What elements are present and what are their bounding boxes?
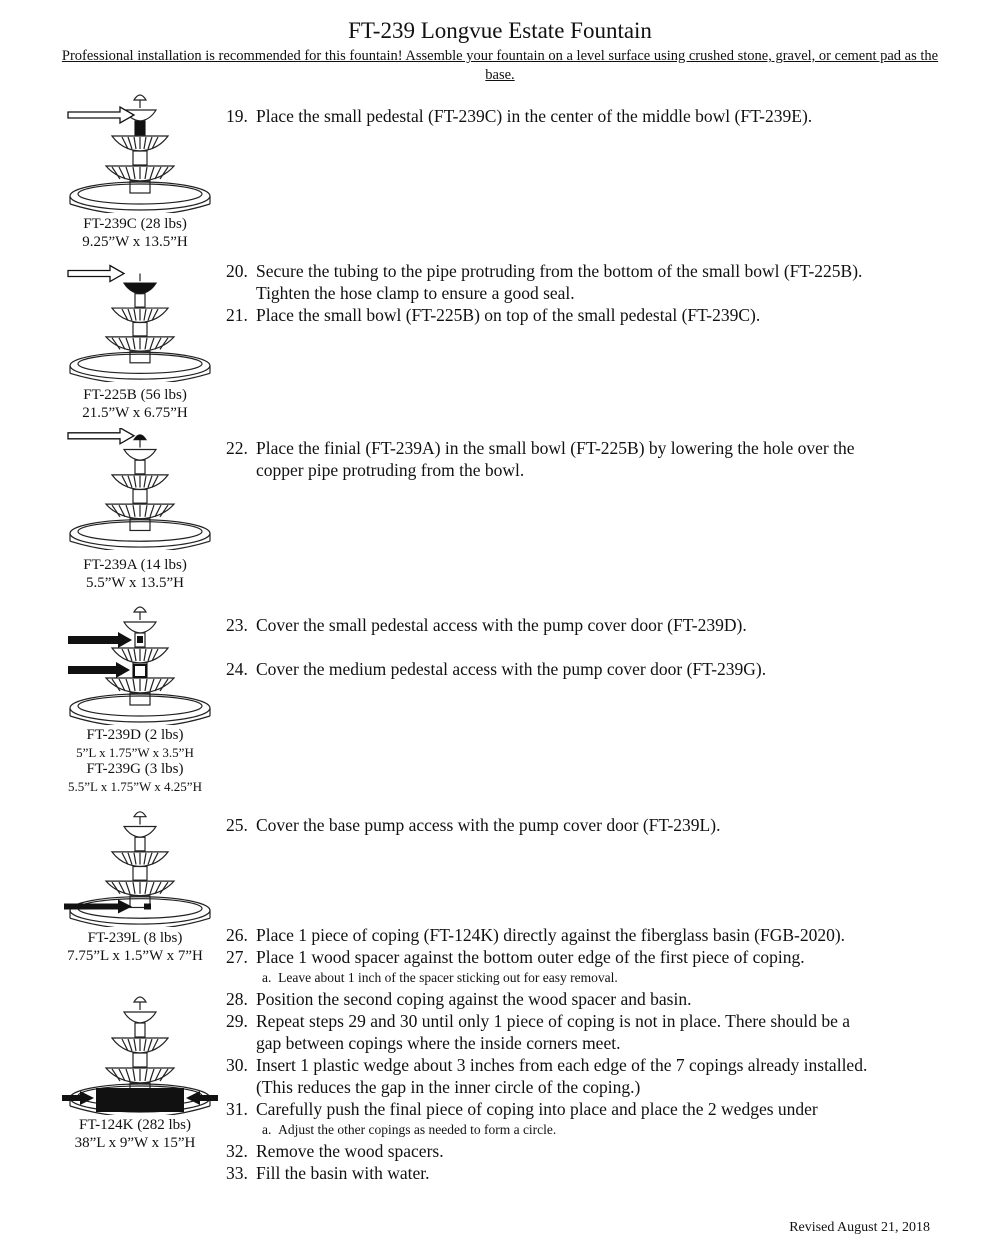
- figure-ft-239c: [60, 88, 220, 258]
- step-20: [226, 260, 946, 304]
- figure-ft-239d-ft-239g: [60, 600, 220, 800]
- step-text-continued: Tighten the hose clamp to ensure a good seal.: [256, 283, 575, 303]
- step-number: 25.: [226, 815, 248, 835]
- part-label: FT-124K (282 lbs): [79, 1117, 191, 1133]
- step-text: Carefully push the final piece of coping into place and place the 2 wedges under: [256, 1099, 818, 1119]
- step-text: Place the small pedestal (FT-239C) in the center of the middle bowl (FT-239E).: [256, 106, 813, 126]
- step-number: 29.: [226, 1011, 248, 1031]
- step-number: 23.: [226, 615, 248, 635]
- figure-ft-225b: [60, 262, 220, 422]
- step-number: 33.: [226, 1163, 248, 1183]
- step-text: Position the second coping against the wood spacer and basin.: [256, 989, 692, 1009]
- step-text: Remove the wood spacers.: [256, 1141, 444, 1161]
- fountain-arrow-cover-doors-icon: [60, 600, 220, 725]
- step-26: [226, 924, 946, 946]
- step-27a: [262, 969, 618, 987]
- step-28: [226, 988, 946, 1010]
- step-number: 21.: [226, 305, 248, 325]
- step-text: Cover the base pump access with the pump cover door (FT-239L).: [256, 815, 721, 835]
- part-label: FT-239D (2 lbs): [86, 727, 184, 743]
- step-number: 28.: [226, 989, 248, 1009]
- revision-date: Revised August 21, 2018: [789, 1220, 930, 1235]
- figure-ft-239a: [60, 428, 220, 593]
- part-label: FT-239G (3 lbs): [86, 761, 184, 777]
- step-23: [226, 614, 946, 636]
- substep-letter: a.: [262, 1122, 272, 1137]
- part-dimensions: 5.5”L x 1.75”W x 4.25”H: [68, 779, 202, 794]
- substep-text: Leave about 1 inch of the spacer sticking out for easy removal.: [278, 970, 618, 985]
- step-text: Place the finial (FT-239A) in the small bowl (FT-225B) by lowering the hole over the: [256, 438, 855, 458]
- fountain-arrow-coping-icon: [60, 990, 220, 1115]
- part-label: FT-239L (8 lbs): [87, 930, 183, 946]
- step-text: Place the small bowl (FT-225B) on top of the small pedestal (FT-239C).: [256, 305, 761, 325]
- part-dimensions: 9.25”W x 13.5”H: [82, 234, 188, 250]
- step-text-continued: gap between copings where the inside corners meet.: [256, 1033, 621, 1053]
- step-number: 30.: [226, 1055, 248, 1075]
- fountain-arrow-small-bowl-icon: [60, 262, 220, 382]
- step-number: 19.: [226, 106, 248, 126]
- step-text: Cover the medium pedestal access with the pump cover door (FT-239G).: [256, 659, 767, 679]
- step-text: Repeat steps 29 and 30 until only 1 piece of coping is not in place. There should be a: [256, 1011, 851, 1031]
- step-number: 20.: [226, 261, 248, 281]
- step-number: 22.: [226, 438, 248, 458]
- part-dimensions: 7.75”L x 1.5”W x 7”H: [67, 948, 203, 964]
- fountain-arrow-small-pedestal-icon: [60, 88, 220, 213]
- figure-ft-124k: [60, 990, 220, 1155]
- part-dimensions: 5.5”W x 13.5”H: [85, 575, 185, 591]
- step-number: 32.: [226, 1141, 248, 1161]
- substep-letter: a.: [262, 970, 272, 985]
- step-text: Fill the basin with water.: [256, 1163, 430, 1183]
- step-21: [226, 304, 946, 326]
- part-dimensions: 21.5”W x 6.75”H: [82, 405, 188, 421]
- step-31a: [262, 1121, 556, 1139]
- step-number: 31.: [226, 1099, 248, 1119]
- step-22: [226, 437, 946, 481]
- substep-text: Adjust the other copings as needed to form a circle.: [278, 1122, 557, 1137]
- step-number: 27.: [226, 947, 248, 967]
- part-dimensions: 5”L x 1.75”W x 3.5”H: [76, 745, 194, 760]
- part-dimensions: 38”L x 9”W x 15”H: [74, 1135, 196, 1151]
- step-31: [226, 1098, 946, 1120]
- step-33: [226, 1162, 946, 1184]
- step-text: Secure the tubing to the pipe protruding from the bottom of the small bowl (FT-225B).: [256, 261, 863, 281]
- step-19: [226, 105, 946, 127]
- part-label: FT-239C (28 lbs): [83, 216, 187, 232]
- figure-ft-239l: [60, 805, 220, 970]
- step-text: Insert 1 plastic wedge about 3 inches from each edge of the 7 copings already installed.: [256, 1055, 868, 1075]
- step-27: [226, 946, 946, 968]
- step-text-continued: copper pipe protruding from the bowl.: [256, 460, 525, 480]
- step-32: [226, 1140, 946, 1162]
- step-number: 26.: [226, 925, 248, 945]
- step-25: [226, 814, 946, 836]
- step-text: Place 1 wood spacer against the bottom outer edge of the first piece of coping.: [256, 947, 805, 967]
- step-number: 24.: [226, 659, 248, 679]
- step-29: [226, 1010, 946, 1054]
- step-30: [226, 1054, 946, 1098]
- fountain-arrow-base-door-icon: [60, 805, 220, 927]
- part-label: FT-239A (14 lbs): [83, 557, 187, 573]
- part-label: FT-225B (56 lbs): [83, 387, 187, 403]
- step-24: [226, 658, 946, 680]
- step-text: Cover the small pedestal access with the pump cover door (FT-239D).: [256, 615, 747, 635]
- page-title: FT-239 Longvue Estate Fountain: [348, 18, 652, 43]
- installation-note: Professional installation is recommended for this fountain! Assemble your fountain on a level surface using crushed stone, gravel, or cement pad as the base.: [61, 48, 939, 83]
- step-text-continued: (This reduces the gap in the inner circle of the coping.): [256, 1077, 641, 1097]
- fountain-arrow-finial-icon: [60, 428, 220, 550]
- step-text: Place 1 piece of coping (FT-124K) directly against the fiberglass basin (FGB-2020).: [256, 925, 846, 945]
